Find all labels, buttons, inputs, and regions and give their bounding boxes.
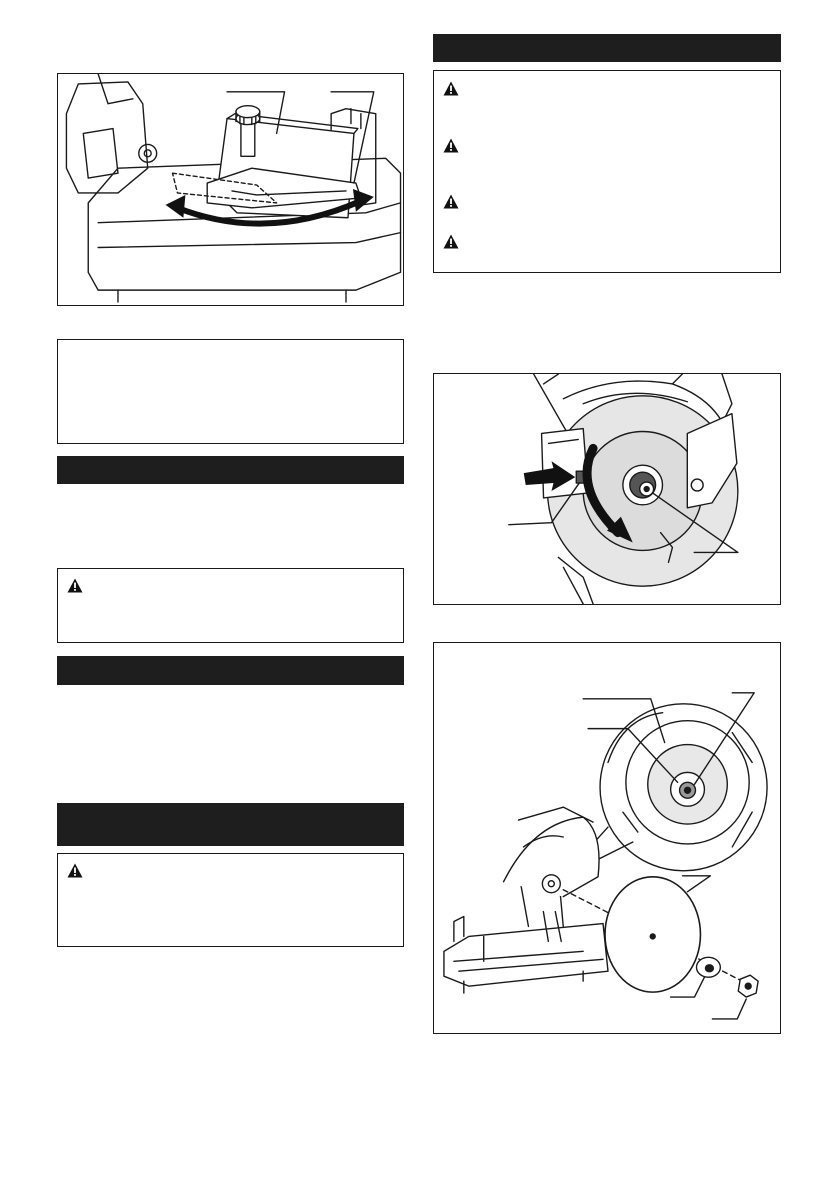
warning-icon bbox=[443, 138, 459, 153]
warning-icon bbox=[443, 81, 459, 96]
warning-box-top bbox=[433, 70, 781, 273]
figure-wheel-assembly bbox=[433, 642, 781, 1034]
figure-stopper-plate bbox=[57, 73, 404, 306]
section-heading-bar-top bbox=[433, 34, 781, 62]
stopper-plate-illustration bbox=[58, 74, 403, 305]
shaft-lock-illustration bbox=[434, 374, 780, 604]
warning-icon bbox=[443, 234, 459, 249]
section-heading-bar-1 bbox=[57, 456, 404, 484]
section-heading-bar-2 bbox=[57, 656, 404, 685]
warning-icon bbox=[67, 578, 83, 593]
warning-box-2 bbox=[57, 853, 404, 947]
warning-box-1 bbox=[57, 568, 404, 643]
section-heading-bar-3 bbox=[57, 803, 404, 846]
figure-shaft-lock bbox=[433, 373, 781, 605]
warning-icon bbox=[443, 194, 459, 209]
wheel-assembly-illustration bbox=[434, 643, 780, 1033]
warning-icon bbox=[67, 863, 83, 878]
note-box bbox=[57, 339, 404, 444]
